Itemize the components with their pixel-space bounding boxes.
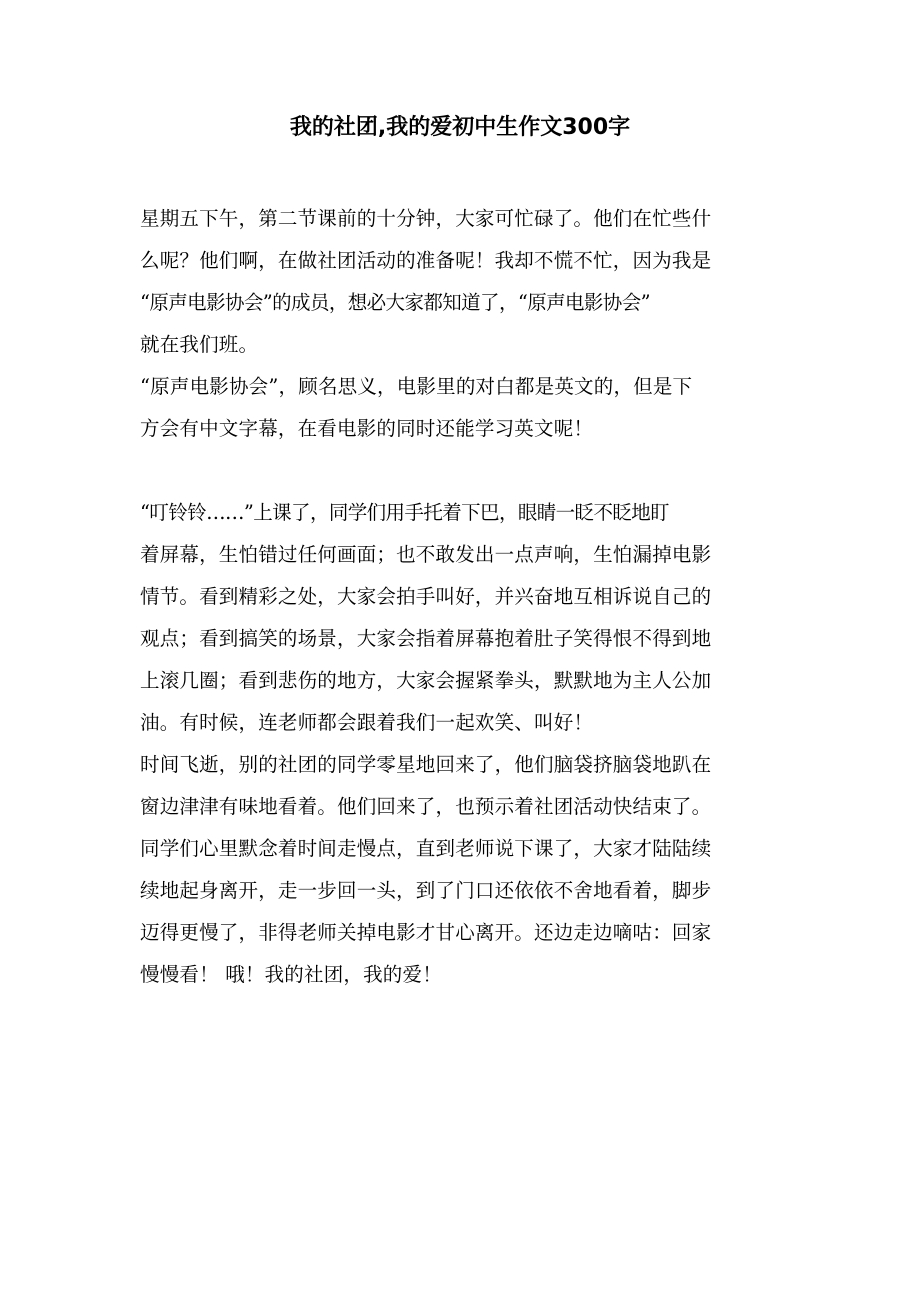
text-line: 同学们心里默念着时间走慢点，直到老师说下课了，大家才陆陆续 bbox=[140, 837, 712, 860]
text-line: “原声电影协会”，顾名思义，电影里的对白都是英文的，但是下 bbox=[140, 375, 693, 398]
text-line: 迈得更慢了，非得老师关掉电影才甘心离开。还边走边嘀咕：回家 bbox=[140, 921, 712, 944]
essay-body bbox=[140, 198, 780, 996]
text-line: 着屏幕，生怕错过任何画面；也不敢发出一点声响，生怕漏掉电影 bbox=[140, 543, 712, 566]
text-line: 时间飞逝，别的社团的同学零星地回来了，他们脑袋挤脑袋地趴在 bbox=[140, 753, 712, 776]
text-line: 上滚几圈；看到悲伤的地方，大家会握紧拳头，默默地为主人公加 bbox=[140, 669, 712, 692]
text-line: 就在我们班。 bbox=[140, 333, 259, 356]
text-line: 油。有时候，连老师都会跟着我们一起欢笑、叫好！ bbox=[140, 711, 594, 734]
text-line: 星期五下午，第二节课前的十分钟，大家可忙碌了。他们在忙些什 bbox=[140, 207, 712, 230]
text-line: 方会有中文字幕，在看电影的同时还能学习英文呢！ bbox=[140, 417, 594, 440]
text-line: 窗边津津有味地看着。他们回来了，也预示着社团活动快结束了。 bbox=[140, 795, 712, 818]
text-line: 慢慢看！ 哦！我的社团，我的爱！ bbox=[140, 963, 442, 986]
text-line: 情节。看到精彩之处，大家会拍手叫好，并兴奋地互相诉说自己的 bbox=[140, 585, 712, 608]
text-line: “叮铃铃……”上课了，同学们用手托着下巴，眼睛一眨不眨地盯 bbox=[140, 501, 670, 524]
text-line: 观点；看到搞笑的场景，大家会指着屏幕抱着肚子笑得恨不得到地 bbox=[140, 627, 712, 650]
text-line: “原声电影协会”的成员，想必大家都知道了，“原声电影协会” bbox=[140, 291, 650, 314]
paragraph-gap bbox=[140, 450, 780, 492]
text-line: 么呢？他们啊，在做社团活动的准备呢！我却不慌不忙，因为我是 bbox=[140, 249, 712, 272]
text-line: 续地起身离开，走一步回一头，到了门口还依依不舍地看着，脚步 bbox=[140, 879, 712, 902]
document-title: 我的社团,我的爱初中生作文300字 bbox=[289, 115, 631, 140]
